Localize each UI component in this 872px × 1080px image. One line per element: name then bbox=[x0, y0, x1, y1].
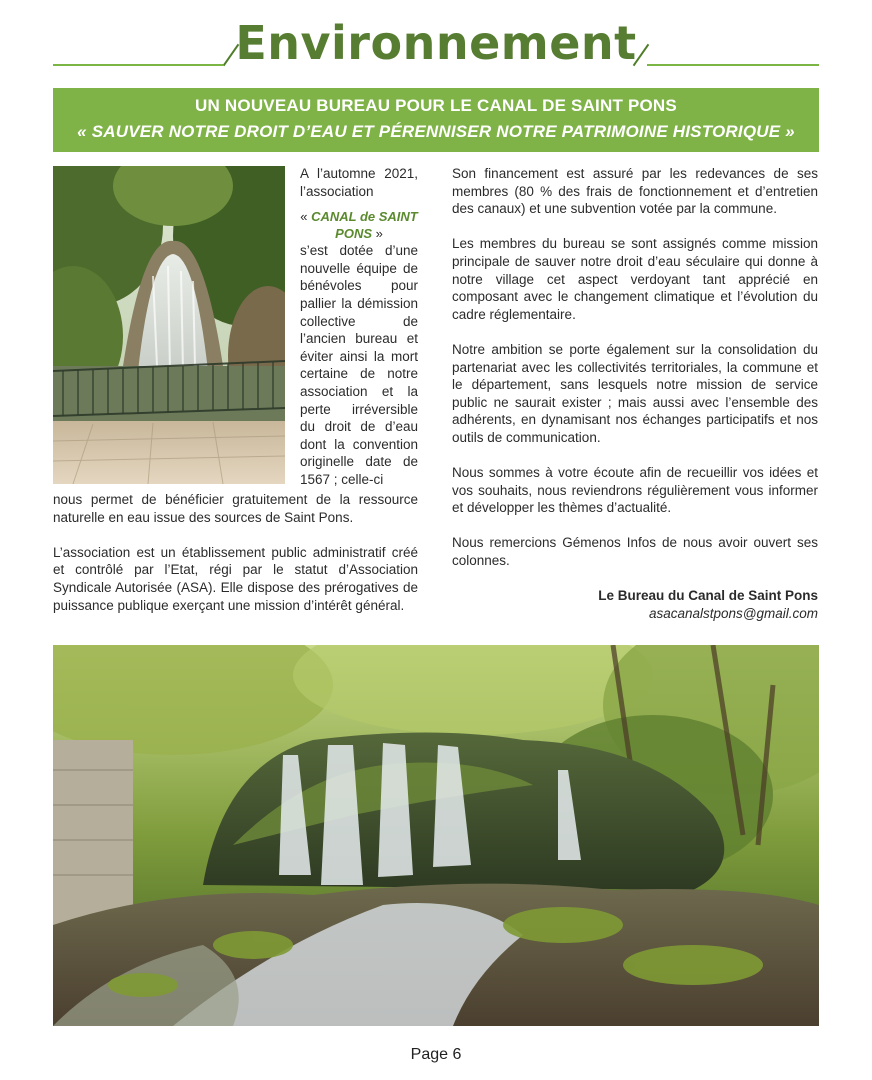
article-column-left bbox=[53, 491, 418, 614]
headline-subtitle: « SAUVER NOTRE DROIT D’EAU ET PÉRENNISER NOTRE PATRIMOINE HISTORIQUE » bbox=[77, 122, 795, 141]
article-intro: A l’automne 2021, l’association bbox=[300, 166, 418, 199]
headline-title: UN NOUVEAU BUREAU POUR LE CANAL DE SAINT PONS bbox=[195, 96, 677, 115]
article-paragraph-7: Nous remercions Gémenos Infos de nous avoir ouvert ses colonnes. bbox=[452, 535, 818, 569]
association-name bbox=[300, 208, 418, 242]
signature-email: asacanalstpons@gmail.com bbox=[648, 605, 818, 621]
article-column-narrow bbox=[300, 165, 418, 489]
headline-banner bbox=[53, 88, 819, 152]
header-rule-right bbox=[647, 64, 819, 66]
article-paragraph-1b: nous permet de bénéficier gratuitement de la ressource naturelle en eau issue des sources de Saint Pons. bbox=[53, 492, 418, 525]
article-paragraph-6: Nous sommes à votre écoute afin de recueillir vos idées et vos souhaits, nous reviendrons régulièrement vous informer et développer les thèmes d’actualité. bbox=[452, 465, 818, 516]
article-column-right bbox=[452, 165, 818, 622]
waterfall-photo-large bbox=[53, 645, 819, 1026]
waterfall-photo-small bbox=[53, 166, 285, 484]
quote-open: « bbox=[300, 209, 312, 225]
page-number: Page 6 bbox=[410, 1046, 462, 1063]
article-paragraph-4: Les membres du bureau se sont assignés comme mission principale de sauver notre droit d’eau séculaire qui donne à notre village cet aspect verdoyant tant apprécié en composant avec le changement climatique et l’évolution du cadre réglementaire. bbox=[452, 236, 818, 322]
article-paragraph-2: L’association est un établissement public administratif créé et contrôlé par l’Etat, régi par le statut d’Association Syndicale Autorisée (ASA). Elle dispose des prérogatives de puissance publique exerçant une mission d’intérêt général. bbox=[53, 544, 418, 613]
page-header bbox=[0, 14, 872, 82]
article-paragraph-5: Notre ambition se porte également sur la consolidation du partenariat avec les collectivités territoriales, la commune et le département, sans lesquels notre mission de service public ne saurait exister ; mais aussi avec l’ensemble des adhérents, en dynamisant nos échanges participatifs et nos outils de communication. bbox=[452, 341, 818, 445]
quote-close: » bbox=[372, 226, 383, 242]
association-name-text: CANAL de SAINT PONS bbox=[311, 209, 418, 242]
article-paragraph-1a: s’est dotée d’une nouvelle équipe de bénévoles pour pallier la démission collective de l’ancien bureau et éviter ainsi la mort certaine de notre association et la perte irréversible du droit de d’eau dont la convention originelle date de 1567 ; celle-ci bbox=[300, 243, 418, 487]
signature bbox=[452, 587, 818, 622]
article-paragraph-3: Son financement est assuré par les redevances de ses membres (80 % des frais de fonctionnement et d’entretien des canaux) et une subvention votée par la commune. bbox=[452, 166, 818, 217]
signature-name: Le Bureau du Canal de Saint Pons bbox=[598, 588, 818, 604]
page-title: Environnement bbox=[235, 16, 637, 70]
